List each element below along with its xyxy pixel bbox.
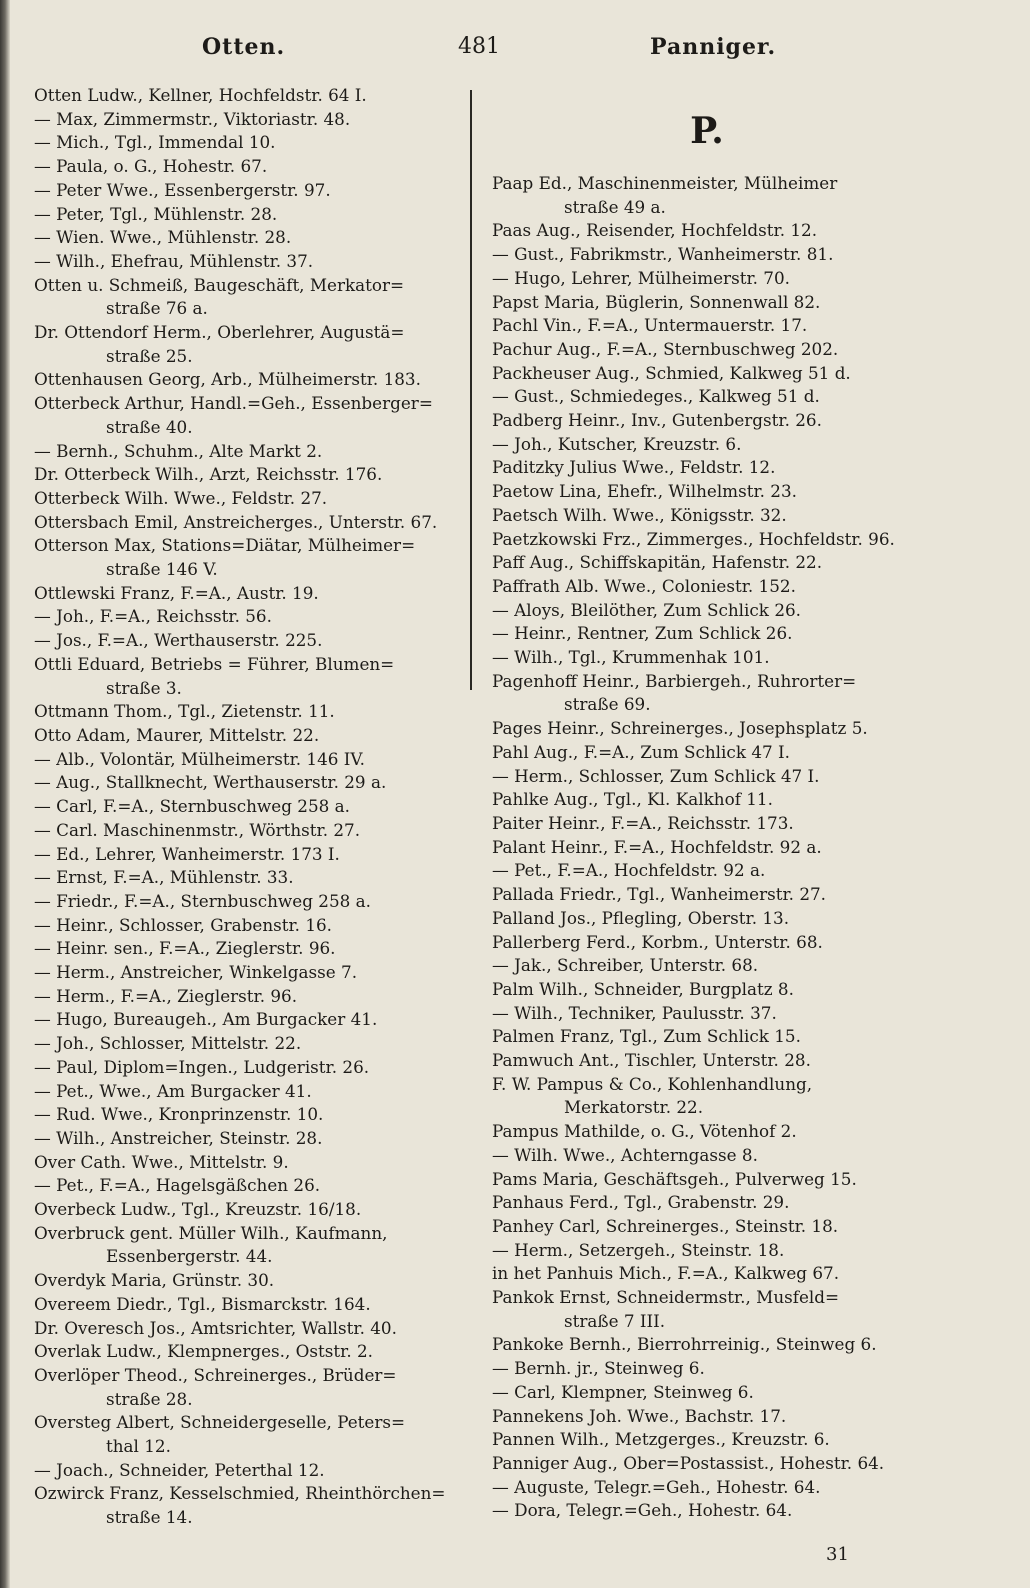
- directory-entry: Over Cath. Wwe., Mittelstr. 9.: [34, 1151, 289, 1172]
- entry-continuation: thal 12.: [106, 1436, 171, 1457]
- column-divider: [470, 90, 472, 690]
- entry-continuation: straße 28.: [106, 1388, 193, 1409]
- directory-entry: Pamwuch Ant., Tischler, Unterstr. 28.: [492, 1050, 811, 1071]
- directory-entry: Paiter Heinr., F.=A., Reichsstr. 173.: [492, 812, 794, 833]
- directory-entry: Pagenhoff Heinr., Barbiergeh., Ruhrorter=: [492, 670, 857, 691]
- directory-entry: Overbruck gent. Müller Wilh., Kaufmann,: [34, 1222, 388, 1243]
- entry-continuation: straße 3.: [106, 677, 182, 698]
- directory-entry: Ottli Eduard, Betriebs = Führer, Blumen=: [34, 653, 395, 674]
- directory-entry: — Aug., Stallknecht, Werthauserstr. 29 a.: [34, 772, 387, 793]
- directory-entry: Papst Maria, Büglerin, Sonnenwall 82.: [492, 291, 821, 312]
- directory-entry: Pannen Wilh., Metzgerges., Kreuzstr. 6.: [492, 1429, 830, 1450]
- entry-continuation: Merkatorstr. 22.: [564, 1097, 704, 1118]
- directory-entry: — Wilh. Wwe., Achterngasse 8.: [492, 1144, 758, 1165]
- entry-continuation: straße 146 V.: [106, 559, 218, 580]
- directory-entry: Paas Aug., Reisender, Hochfeldstr. 12.: [492, 220, 818, 241]
- directory-entry: — Carl, F.=A., Sternbuschweg 258 a.: [34, 796, 351, 817]
- directory-entry: Otten u. Schmeiß, Baugeschäft, Merkator=: [34, 274, 405, 295]
- directory-entry: — Wien. Wwe., Mühlenstr. 28.: [34, 227, 292, 248]
- directory-entry: — Paula, o. G., Hohestr. 67.: [34, 156, 268, 177]
- directory-entry: — Heinr., Schlosser, Grabenstr. 16.: [34, 914, 333, 935]
- directory-entry: Pankok Ernst, Schneidermstr., Musfeld=: [492, 1287, 840, 1308]
- directory-entry: Pallerberg Ferd., Korbm., Unterstr. 68.: [492, 931, 823, 952]
- directory-entry: — Wilh., Tgl., Krummenhak 101.: [492, 647, 770, 668]
- directory-entry: Pachl Vin., F.=A., Untermauerstr. 17.: [492, 315, 808, 336]
- directory-entry: — Joh., F.=A., Reichsstr. 56.: [34, 606, 272, 627]
- left-column: [34, 84, 464, 1530]
- header-right-keyword: Panniger.: [650, 34, 777, 60]
- directory-entry: — Dora, Telegr.=Geh., Hohestr. 64.: [492, 1500, 793, 1521]
- directory-entry: — Herm., Schlosser, Zum Schlick 47 I.: [492, 765, 820, 786]
- directory-entry: — Auguste, Telegr.=Geh., Hohestr. 64.: [492, 1476, 821, 1497]
- directory-entry: — Carl. Maschinenmstr., Wörthstr. 27.: [34, 819, 361, 840]
- directory-entry: Palland Jos., Pflegling, Oberstr. 13.: [492, 907, 790, 928]
- directory-entry: — Heinr., Rentner, Zum Schlick 26.: [492, 623, 793, 644]
- directory-entry: — Jak., Schreiber, Unterstr. 68.: [492, 955, 759, 976]
- directory-entry: Pampus Mathilde, o. G., Vötenhof 2.: [492, 1121, 797, 1142]
- right-column-entries: [492, 172, 922, 1523]
- entry-continuation: straße 25.: [106, 345, 193, 366]
- directory-entry: Dr. Overesch Jos., Amtsrichter, Wallstr. 40.: [34, 1317, 397, 1338]
- directory-entry: — Hugo, Bureaugeh., Am Burgacker 41.: [34, 1009, 378, 1030]
- directory-entry: Pankoke Bernh., Bierrohrreinig., Steinweg 6.: [492, 1334, 877, 1355]
- directory-entry: Ottenhausen Georg, Arb., Mülheimerstr. 183.: [34, 369, 421, 390]
- directory-entry: — Bernh., Schuhm., Alte Markt 2.: [34, 440, 323, 461]
- directory-entry: Overlöper Theod., Schreinerges., Brüder=: [34, 1364, 397, 1385]
- directory-entry: — Max, Zimmermstr., Viktoriastr. 48.: [34, 108, 351, 129]
- directory-entry: Dr. Ottendorf Herm., Oberlehrer, Augustä=: [34, 322, 405, 343]
- directory-entry: — Pet., F.=A., Hochfeldstr. 92 a.: [492, 860, 766, 881]
- directory-entry: Paetow Lina, Ehefr., Wilhelmstr. 23.: [492, 481, 797, 502]
- directory-entry: — Wilh., Ehefrau, Mühlenstr. 37.: [34, 250, 314, 271]
- directory-entry: — Wilh., Anstreicher, Steinstr. 28.: [34, 1127, 323, 1148]
- directory-entry: — Herm., Anstreicher, Winkelgasse 7.: [34, 962, 358, 983]
- directory-entry: Palm Wilh., Schneider, Burgplatz 8.: [492, 978, 794, 999]
- directory-entry: in het Panhuis Mich., F.=A., Kalkweg 67.: [492, 1263, 840, 1284]
- entry-continuation: straße 40.: [106, 416, 193, 437]
- directory-entry: — Wilh., Techniker, Paulusstr. 37.: [492, 1002, 777, 1023]
- directory-entry: — Carl, Klempner, Steinweg 6.: [492, 1381, 754, 1402]
- directory-entry: Panniger Aug., Ober=Postassist., Hohestr. 64.: [492, 1452, 885, 1473]
- entry-continuation: straße 7 III.: [564, 1310, 666, 1331]
- directory-entry: Pallada Friedr., Tgl., Wanheimerstr. 27.: [492, 884, 827, 905]
- right-column: [492, 110, 922, 1523]
- directory-entry: — Joh., Schlosser, Mittelstr. 22.: [34, 1033, 302, 1054]
- directory-entry: — Bernh. jr., Steinweg 6.: [492, 1358, 705, 1379]
- directory-entry: — Peter, Tgl., Mühlenstr. 28.: [34, 203, 278, 224]
- directory-entry: Panhey Carl, Schreinerges., Steinstr. 18.: [492, 1215, 839, 1236]
- directory-entry: Paetsch Wilh. Wwe., Königsstr. 32.: [492, 504, 787, 525]
- directory-entry: Ottersbach Emil, Anstreicherges., Unterstr. 67.: [34, 511, 438, 532]
- directory-entry: — Heinr. sen., F.=A., Zieglerstr. 96.: [34, 938, 336, 959]
- directory-entry: Palmen Franz, Tgl., Zum Schlick 15.: [492, 1026, 801, 1047]
- directory-entry: Ottmann Thom., Tgl., Zietenstr. 11.: [34, 701, 335, 722]
- directory-entry: — Joach., Schneider, Peterthal 12.: [34, 1459, 325, 1480]
- directory-entry: Panhaus Ferd., Tgl., Grabenstr. 29.: [492, 1192, 790, 1213]
- directory-entry: Packheuser Aug., Schmied, Kalkweg 51 d.: [492, 362, 851, 383]
- directory-entry: Pams Maria, Geschäftsgeh., Pulverweg 15.: [492, 1168, 857, 1189]
- header-left-keyword: Otten.: [202, 34, 286, 60]
- directory-entry: Otterson Max, Stations=Diätar, Mülheimer=: [34, 535, 416, 556]
- directory-entry: Otterbeck Wilh. Wwe., Feldstr. 27.: [34, 487, 328, 508]
- directory-entry: — Alb., Volontär, Mülheimerstr. 146 IV.: [34, 748, 365, 769]
- directory-entry: — Herm., F.=A., Zieglerstr. 96.: [34, 985, 298, 1006]
- directory-entry: — Ernst, F.=A., Mühlenstr. 33.: [34, 867, 294, 888]
- entry-continuation: Essenbergerstr. 44.: [106, 1246, 273, 1267]
- page-number: 481: [458, 34, 500, 59]
- section-letter: P.: [690, 110, 724, 152]
- entry-continuation: straße 69.: [564, 694, 651, 715]
- directory-entry: — Rud. Wwe., Kronprinzenstr. 10.: [34, 1104, 324, 1125]
- directory-entry: — Hugo, Lehrer, Mülheimerstr. 70.: [492, 267, 790, 288]
- directory-entry: — Pet., Wwe., Am Burgacker 41.: [34, 1080, 312, 1101]
- page-binding-edge: [0, 0, 10, 1588]
- directory-entry: Otto Adam, Maurer, Mittelstr. 22.: [34, 724, 320, 745]
- directory-entry: Oversteg Albert, Schneidergeselle, Peters=: [34, 1412, 406, 1433]
- directory-entry: Pages Heinr., Schreinerges., Josephsplatz 5.: [492, 718, 868, 739]
- directory-entry: — Joh., Kutscher, Kreuzstr. 6.: [492, 433, 742, 454]
- directory-entry: — Gust., Fabrikmstr., Wanheimerstr. 81.: [492, 244, 834, 265]
- directory-entry: — Pet., F.=A., Hagelsgäßchen 26.: [34, 1175, 321, 1196]
- entry-continuation: straße 14.: [106, 1507, 193, 1528]
- directory-entry: — Herm., Setzergeh., Steinstr. 18.: [492, 1239, 785, 1260]
- directory-entry: — Aloys, Bleilöther, Zum Schlick 26.: [492, 599, 802, 620]
- signature-mark: 31: [826, 1544, 849, 1565]
- directory-entry: Pahlke Aug., Tgl., Kl. Kalkhof 11.: [492, 789, 773, 810]
- directory-entry: Pachur Aug., F.=A., Sternbuschweg 202.: [492, 338, 839, 359]
- directory-entry: Paap Ed., Maschinenmeister, Mülheimer: [492, 173, 838, 193]
- directory-entry: — Peter Wwe., Essenbergerstr. 97.: [34, 179, 331, 200]
- directory-entry: Otterbeck Arthur, Handl.=Geh., Essenberger=: [34, 393, 433, 414]
- directory-entry: Paffrath Alb. Wwe., Coloniestr. 152.: [492, 575, 796, 596]
- directory-entry: Overeem Diedr., Tgl., Bismarckstr. 164.: [34, 1293, 371, 1314]
- entry-continuation: straße 76 a.: [106, 298, 208, 319]
- directory-entry: Paetzkowski Frz., Zimmerges., Hochfeldstr. 96.: [492, 528, 895, 549]
- directory-entry: Pannekens Joh. Wwe., Bachstr. 17.: [492, 1405, 787, 1426]
- directory-entry: — Mich., Tgl., Immendal 10.: [34, 132, 276, 153]
- directory-entry: — Gust., Schmiedeges., Kalkweg 51 d.: [492, 386, 820, 407]
- directory-entry: Paditzky Julius Wwe., Feldstr. 12.: [492, 457, 776, 478]
- directory-entry: Overbeck Ludw., Tgl., Kreuzstr. 16/18.: [34, 1199, 362, 1220]
- directory-entry: F. W. Pampus & Co., Kohlenhandlung,: [492, 1073, 813, 1094]
- directory-entry: Dr. Otterbeck Wilh., Arzt, Reichsstr. 176.: [34, 464, 383, 485]
- directory-entry: Pahl Aug., F.=A., Zum Schlick 47 I.: [492, 741, 790, 762]
- directory-entry: Ottlewski Franz, F.=A., Austr. 19.: [34, 582, 319, 603]
- directory-entry: Palant Heinr., F.=A., Hochfeldstr. 92 a.: [492, 836, 822, 857]
- page-header: [30, 28, 990, 68]
- directory-entry: Overlak Ludw., Klempnerges., Oststr. 2.: [34, 1341, 373, 1362]
- entry-continuation: straße 49 a.: [564, 196, 666, 217]
- directory-entry: Ozwirck Franz, Kesselschmied, Rheinthörchen=: [34, 1483, 446, 1504]
- directory-entry: Paff Aug., Schiffskapitän, Hafenstr. 22.: [492, 552, 823, 573]
- directory-entry: — Friedr., F.=A., Sternbuschweg 258 a.: [34, 890, 371, 911]
- directory-entry: — Jos., F.=A., Werthauserstr. 225.: [34, 630, 323, 651]
- directory-entry: — Ed., Lehrer, Wanheimerstr. 173 I.: [34, 843, 340, 864]
- directory-entry: Padberg Heinr., Inv., Gutenbergstr. 26.: [492, 410, 822, 431]
- directory-entry: — Paul, Diplom=Ingen., Ludgeristr. 26.: [34, 1056, 370, 1077]
- directory-entry: Otten Ludw., Kellner, Hochfeldstr. 64 I.: [34, 85, 367, 105]
- directory-entry: Overdyk Maria, Grünstr. 30.: [34, 1270, 275, 1291]
